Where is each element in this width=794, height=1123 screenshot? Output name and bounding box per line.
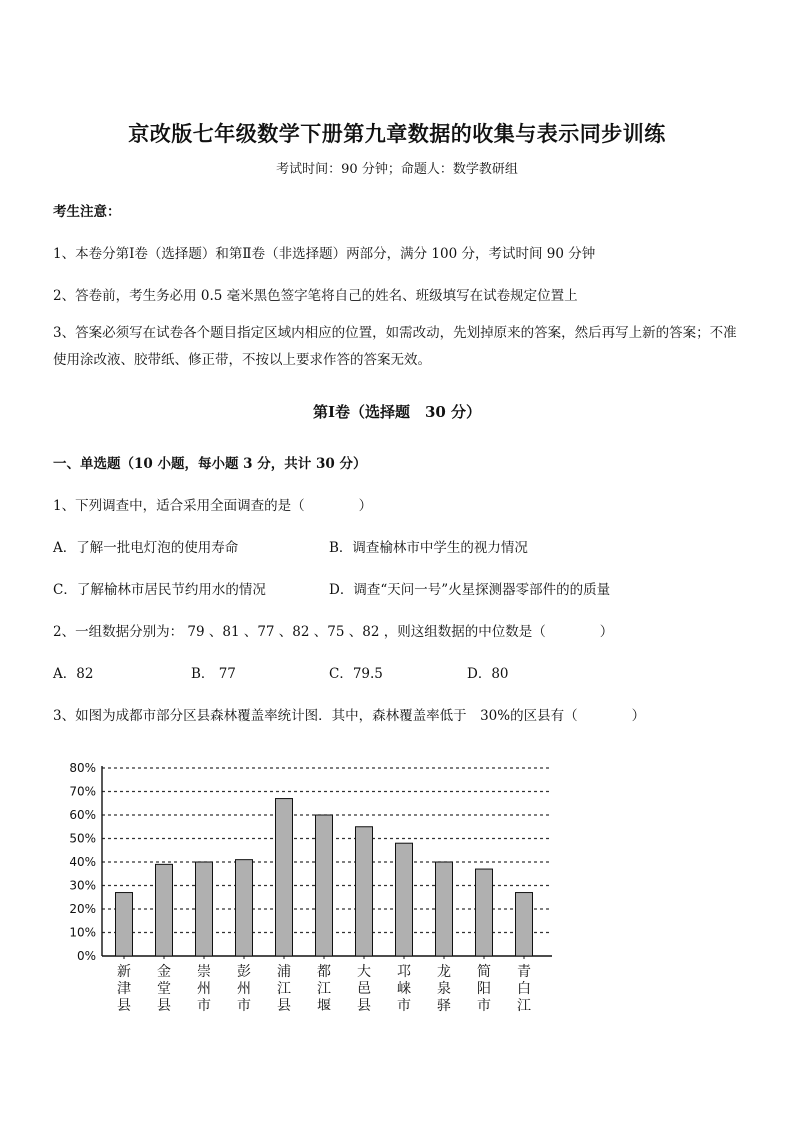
- bar: [156, 864, 173, 956]
- x-tick-label: 新津县: [117, 964, 131, 1014]
- part-title: 一、单选题（10 小题，每小题 3 分，共计 30 分）: [53, 456, 367, 472]
- forest-coverage-bar-chart: [60, 758, 560, 1023]
- bar: [396, 843, 413, 956]
- page-title: 京改版七年级数学下册第九章数据的收集与表示同步训练: [128, 121, 666, 146]
- question-2-stem: 2、一组数据分别为： 79 、81 、77 、82 、75 、82 ，则这组数据的中位数是（ ）: [53, 624, 614, 640]
- bar: [476, 869, 493, 956]
- x-tick-label: 金堂县: [157, 964, 171, 1014]
- notice-heading: 考生注意：: [53, 204, 121, 220]
- question-2-option-b[interactable]: B． 77: [191, 666, 236, 682]
- question-1-option-b[interactable]: B．调查榆林市中学生的视力情况: [329, 540, 528, 556]
- x-tick-label: 青白江: [517, 964, 531, 1014]
- bar: [116, 893, 133, 956]
- y-tick-label: 50%: [69, 831, 96, 846]
- x-tick-label: 浦江县: [277, 964, 291, 1014]
- y-tick-label: 0%: [76, 949, 96, 963]
- question-2-option-d[interactable]: D．80: [467, 666, 509, 682]
- x-tick-label: 邛崃市: [397, 964, 411, 1014]
- question-2-option-c[interactable]: C．79.5: [329, 666, 383, 682]
- y-tick-label: 70%: [69, 784, 96, 799]
- question-3-stem: 3、如图为成都市部分区县森林覆盖率统计图．其中，森林覆盖率低于 30%的区县有（ ）: [53, 708, 646, 724]
- x-tick-label: 简阳市: [477, 964, 491, 1014]
- bar: [516, 893, 533, 956]
- y-tick-label: 10%: [69, 925, 96, 940]
- x-tick-label: 都江堰: [317, 964, 331, 1014]
- x-tick-label: 龙泉驿: [437, 964, 451, 1014]
- y-tick-label: 40%: [69, 855, 96, 869]
- y-tick-label: 80%: [69, 761, 96, 775]
- bar: [316, 815, 333, 956]
- x-tick-label: 大邑县: [357, 964, 371, 1014]
- y-tick-label: 20%: [69, 902, 96, 916]
- bar: [236, 860, 253, 956]
- bar: [196, 862, 213, 956]
- question-1-option-d[interactable]: D．调查“天问一号”火星探测器零部件的的质量: [329, 582, 611, 598]
- question-2-option-a[interactable]: A．82: [53, 666, 94, 682]
- question-1-stem: 1、下列调查中，适合采用全面调查的是（ ）: [53, 498, 373, 514]
- notice-item-2: 2、答卷前，考生务必用 0.5 毫米黑色签字笔将自己的姓名、班级填写在试卷规定位置上: [53, 288, 578, 304]
- question-1-option-c[interactable]: C．了解榆林市居民节约用水的情况: [53, 582, 266, 598]
- x-tick-label: 彭州市: [237, 964, 251, 1014]
- notice-item-1: 1、本卷分第Ⅰ卷（选择题）和第Ⅱ卷（非选择题）两部分，满分 100 分，考试时间 90 分钟: [53, 246, 596, 262]
- bar: [356, 827, 373, 956]
- y-tick-label: 60%: [69, 808, 96, 822]
- bar: [436, 862, 453, 956]
- notice-item-3: 3、答案必须写在试卷各个题目指定区域内相应的位置，如需改动，先划掉原来的答案，然后再写上新的答案；不准使用涂改液、胶带纸、修正带，不按以上要求作答的答案无效。: [53, 325, 737, 368]
- y-tick-label: 30%: [69, 878, 96, 893]
- x-tick-label: 崇州市: [197, 964, 211, 1014]
- section-title: 第Ⅰ卷（选择题 30 分）: [312, 403, 482, 421]
- exam-subtitle: 考试时间：90 分钟；命题人：数学教研组: [276, 162, 518, 177]
- question-1-option-a[interactable]: A．了解一批电灯泡的使用寿命: [53, 540, 239, 556]
- bar: [276, 799, 293, 956]
